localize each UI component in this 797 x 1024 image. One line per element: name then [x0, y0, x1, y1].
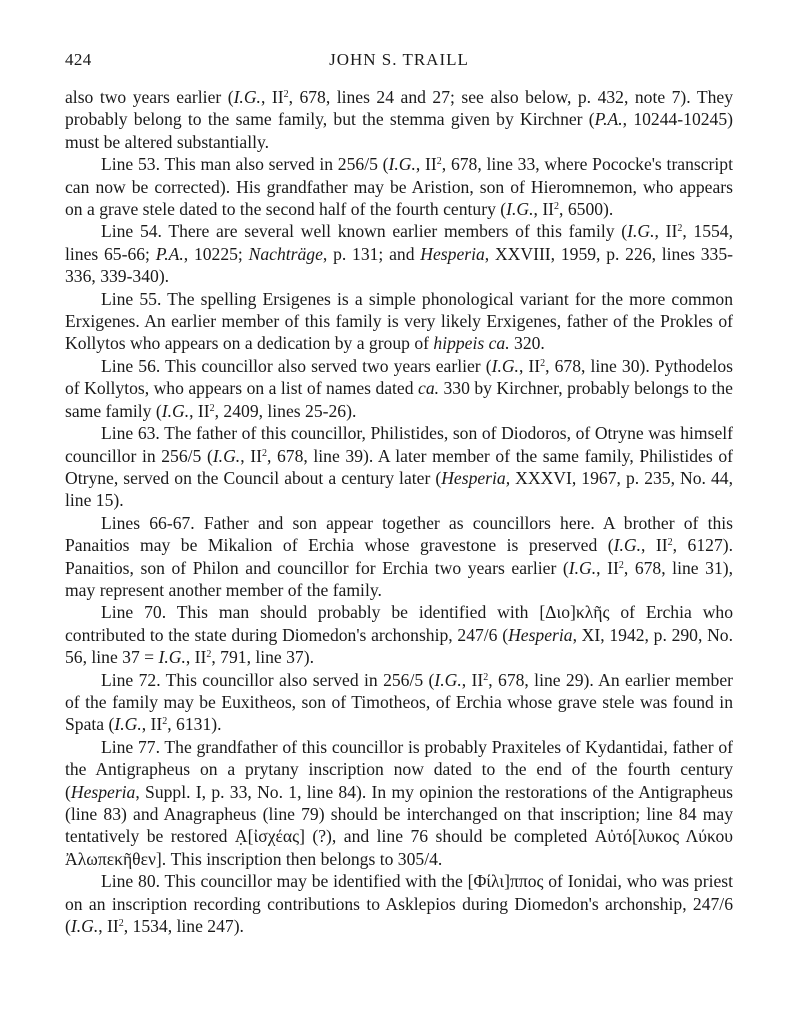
page-number: 424	[65, 50, 92, 69]
note-line-77: Line 77. The grandfather of this councillor is probably Praxiteles of Kydantidai, father of the Antigrapheus on a prytany inscription now dated to the end of the fourth century (Hesperia, Suppl. I, p. 33, No. 1, line 84). In my opinion the restorations of the Antigrapheus (line 83) and Anagrapheus (line 79) should be interchanged on that inscription; line 84 may tentatively be restored Ạ[ἰσχέας] (?), and line 76 should be completed Αὐτό[λυκος Λύκου Ἀλωπεκῆθεν]. This inscription then belongs to 305/4.	[65, 736, 733, 869]
note-line-80: Line 80. This councillor may be identified with the [Φίλι]ππος of Ionidai, who was priest on an inscription recording contributions to Asklepios during Diomedon's archonship, 247/6 (I.G., $II^2$, 1534, line 247).	[65, 871, 733, 937]
note-lines-66-67: Lines 66-67. Father and son appear together as councillors here. A brother of this Panaitios may be Mikalion of Erchia whose gravestone is preserved (I.G., $II^2$, 6127). Panaitios, son of Philon and councillor for Erchia two years earlier (I.G., $II^2$, 678, line 31), may represent another member of the family.	[65, 512, 734, 600]
body-text	[65, 86, 733, 937]
note-line-53: Line 53. This man also served in 256/5 (I.G., $II^2$, 678, line 33, where Pococke's transcript can now be corrected). His grandfather may be Aristion, son of Hieromnemon, who appears on a grave stele dated to the second half of the fourth century (I.G., $II^2$, 6500).	[65, 154, 733, 220]
note-line-70: Line 70. This man should probably be identified with [Διο]κλῆς of Erchia who contributed to the state during Diomedon's archonship, 247/6 (Hesperia, XI, 1942, p. 290, No. 56, line 37 = I.G., $II^2$, 791, line 37).	[65, 602, 733, 668]
note-line-55: Line 55. The spelling Ersigenes is a simple phonological variant for the more common Erxigenes. An earlier member of this family is very likely Erxigenes, father of the Prokles of Kollytos who appears on a dedication by a group of hippeis ca. 320.	[65, 288, 733, 354]
paragraph-continuation: also two years earlier (I.G., $II^2$, 678, lines 24 and 27; see also below, p. 432, note 7). They probably belong to the same family, but the stemma given by Kirchner (P.A., 10244-10245) must be altered substantially.	[65, 87, 734, 152]
note-line-54: Line 54. There are several well known earlier members of this family (I.G., $II^2$, 1554, lines 65-66; P.A., 10225; Nachträge, p. 131; and Hesperia, XXVIII, 1959, p. 226, lines 335-336, 339-340).	[65, 221, 734, 287]
note-line-63: Line 63. The father of this councillor, Philistides, son of Diodoros, of Otryne was himself councillor in 256/5 (I.G., $II^2$, 678, line 39). A later member of the same family, Philistides of Otryne, served on the Council about a century later (Hesperia, XXXVI, 1967, p. 235, No. 44, line 15).	[65, 423, 733, 511]
page-header	[65, 50, 733, 72]
note-line-56: Line 56. This councillor also served two years earlier (I.G., $II^2$, 678, line 30). Pythodelos of Kollytos, who appears on a list of names dated ca. 330 by Kirchner, probably belongs to the same family (I.G., $II^2$, 2409, lines 25-26).	[65, 355, 734, 421]
running-title: JOHN S. TRAILL	[329, 50, 469, 69]
note-line-72: Line 72. This councillor also served in 256/5 (I.G., $II^2$, 678, line 29). An earlier member of the family may be Euxitheos, son of Timotheos, of Erchia whose grave stele was found in Spata (I.G., $II^2$, 6131).	[65, 669, 733, 735]
